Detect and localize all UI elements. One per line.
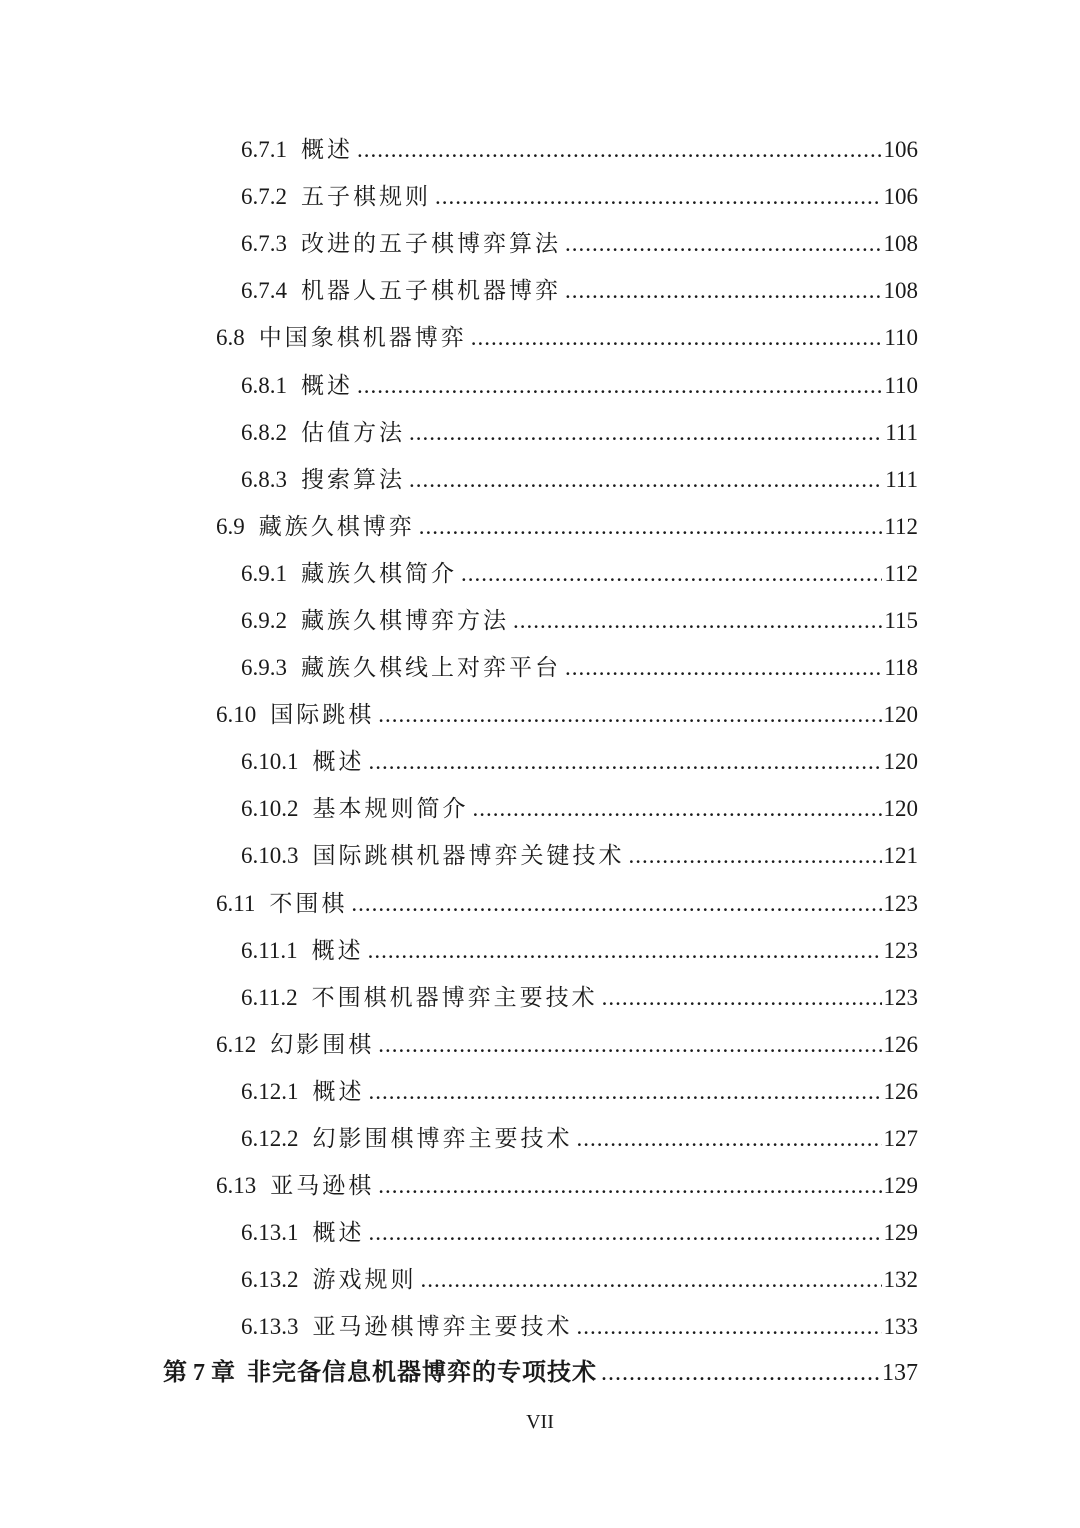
dot-leader xyxy=(435,173,882,220)
section-number: 6.8.3 xyxy=(241,466,287,492)
section-title: 亚马逊棋 xyxy=(270,1173,375,1199)
section-title: 藏族久棋线上对弈平台 xyxy=(301,655,561,681)
section-number: 6.8.1 xyxy=(241,372,287,398)
dot-leader xyxy=(378,691,881,738)
section-title: 幻影围棋 xyxy=(270,1031,375,1057)
page-number: 123 xyxy=(883,890,918,916)
dot-leader xyxy=(577,1115,882,1162)
page-number: 108 xyxy=(883,231,918,257)
dot-leader xyxy=(565,220,882,267)
section-number: 6.10 xyxy=(216,702,257,728)
page-number: 120 xyxy=(883,702,918,728)
page-number: 137 xyxy=(882,1360,918,1387)
toc-entry[interactable] xyxy=(0,597,1080,644)
toc-entry[interactable] xyxy=(0,173,1080,220)
page-number: 120 xyxy=(883,796,918,822)
page-number: 112 xyxy=(884,560,918,586)
page-number: 106 xyxy=(883,137,918,163)
page-number: 133 xyxy=(883,1314,918,1340)
dot-leader xyxy=(351,880,881,927)
section-title: 概述 xyxy=(312,1220,365,1246)
section-number: 6.10.3 xyxy=(241,843,299,869)
section-number: 6.8.2 xyxy=(241,419,287,445)
section-title: 概述 xyxy=(312,749,365,775)
dot-leader xyxy=(368,927,882,974)
dot-leader xyxy=(513,597,882,644)
dot-leader xyxy=(565,644,882,691)
page-number: 126 xyxy=(883,1078,918,1104)
chapter-title: 非完备信息机器博弈的专项技术 xyxy=(247,1360,597,1387)
chapter-number: 第 7 章 xyxy=(163,1360,235,1387)
section-number: 6.9.3 xyxy=(241,655,287,681)
section-number: 6.13 xyxy=(216,1173,257,1199)
section-title: 机器人五子棋机器博弈 xyxy=(301,278,561,304)
toc-entry[interactable] xyxy=(0,1209,1080,1256)
toc-entry[interactable] xyxy=(0,267,1080,314)
page-number: 121 xyxy=(883,843,918,869)
dot-leader xyxy=(565,267,882,314)
section-number: 6.12.1 xyxy=(241,1078,299,1104)
section-number: 6.8 xyxy=(216,325,245,351)
section-title: 估值方法 xyxy=(301,419,405,445)
section-number: 6.7.3 xyxy=(241,231,287,257)
toc-entry[interactable] xyxy=(0,1115,1080,1162)
section-number: 6.7.2 xyxy=(241,184,287,210)
dot-leader xyxy=(369,1068,882,1115)
page-number: 120 xyxy=(883,749,918,775)
toc-entry[interactable] xyxy=(0,550,1080,597)
section-title: 改进的五子棋博弈算法 xyxy=(301,231,561,257)
page-number: 110 xyxy=(884,372,918,398)
page-number: 111 xyxy=(885,419,918,445)
page-number: 129 xyxy=(883,1220,918,1246)
page-number: 126 xyxy=(883,1031,918,1057)
dot-leader xyxy=(357,126,882,173)
section-number: 6.9 xyxy=(216,513,245,539)
dot-leader xyxy=(378,1162,881,1209)
dot-leader xyxy=(473,785,882,832)
page-number: 132 xyxy=(883,1267,918,1293)
section-title: 五子棋规则 xyxy=(301,184,431,210)
toc-chapter-entry[interactable] xyxy=(0,1350,1080,1397)
section-title: 藏族久棋简介 xyxy=(301,560,457,586)
page-number: 129 xyxy=(883,1173,918,1199)
section-number: 6.9.1 xyxy=(241,560,287,586)
toc-entry[interactable] xyxy=(0,1068,1080,1115)
section-title: 不围棋机器博弈主要技术 xyxy=(311,984,598,1010)
toc-entry[interactable] xyxy=(0,456,1080,503)
section-number: 6.12 xyxy=(216,1031,257,1057)
dot-leader xyxy=(378,1021,881,1068)
section-title: 不围棋 xyxy=(269,890,348,916)
section-number: 6.12.2 xyxy=(241,1126,299,1152)
dot-leader xyxy=(369,1209,882,1256)
toc-entry[interactable] xyxy=(0,738,1080,785)
toc-entry[interactable] xyxy=(0,1162,1080,1209)
page-footer-number: VII xyxy=(526,1411,554,1433)
page-number: 111 xyxy=(885,466,918,492)
page-number: 127 xyxy=(883,1126,918,1152)
section-title: 基本规则简介 xyxy=(312,796,469,822)
toc-entry[interactable] xyxy=(0,927,1080,974)
page-number: 108 xyxy=(883,278,918,304)
dot-leader xyxy=(471,314,883,361)
page-number: 115 xyxy=(884,607,918,633)
dot-leader xyxy=(601,1350,880,1397)
page-number: 123 xyxy=(883,937,918,963)
toc-entry[interactable] xyxy=(0,1021,1080,1068)
dot-leader xyxy=(461,550,882,597)
section-title: 概述 xyxy=(301,137,353,163)
dot-leader xyxy=(369,738,882,785)
toc-entry[interactable] xyxy=(0,126,1080,173)
section-title: 概述 xyxy=(301,372,353,398)
section-title: 搜索算法 xyxy=(301,466,405,492)
section-number: 6.11 xyxy=(216,890,256,916)
page-number: 118 xyxy=(884,655,918,681)
dot-leader xyxy=(357,362,882,409)
toc-entry[interactable] xyxy=(0,1256,1080,1303)
dot-leader xyxy=(602,974,882,1021)
toc-entry[interactable] xyxy=(0,503,1080,550)
section-title: 国际跳棋 xyxy=(270,702,375,728)
section-number: 6.10.1 xyxy=(241,749,299,775)
dot-leader xyxy=(409,456,883,503)
page-number: 123 xyxy=(883,984,918,1010)
section-title: 中国象棋机器博弈 xyxy=(258,325,467,351)
toc-entry[interactable] xyxy=(0,785,1080,832)
section-number: 6.10.2 xyxy=(241,796,299,822)
table-of-contents xyxy=(0,126,1080,1398)
page-number: 112 xyxy=(884,513,918,539)
toc-entry[interactable] xyxy=(0,361,1080,408)
page-number: 106 xyxy=(883,184,918,210)
section-number: 6.13.2 xyxy=(241,1267,299,1293)
toc-entry[interactable] xyxy=(0,314,1080,361)
section-title: 国际跳棋机器博弈关键技术 xyxy=(312,843,625,869)
section-title: 藏族久棋博弈方法 xyxy=(301,607,509,633)
section-number: 6.13.3 xyxy=(241,1314,299,1340)
toc-entry[interactable] xyxy=(0,880,1080,927)
section-number: 6.7.1 xyxy=(241,137,287,163)
section-number: 6.11.1 xyxy=(241,937,298,963)
dot-leader xyxy=(629,832,882,879)
section-number: 6.11.2 xyxy=(241,984,298,1010)
toc-entry[interactable] xyxy=(0,220,1080,267)
section-number: 6.9.2 xyxy=(241,607,287,633)
dot-leader xyxy=(577,1303,882,1350)
section-title: 藏族久棋博弈 xyxy=(258,513,415,539)
toc-entry[interactable] xyxy=(0,832,1080,879)
page-number: 110 xyxy=(884,325,918,351)
toc-entry[interactable] xyxy=(0,409,1080,456)
toc-entry[interactable] xyxy=(0,1303,1080,1350)
section-title: 概述 xyxy=(311,937,364,963)
section-title: 游戏规则 xyxy=(312,1267,417,1293)
section-title: 亚马逊棋博弈主要技术 xyxy=(312,1314,573,1340)
toc-entry[interactable] xyxy=(0,691,1080,738)
section-number: 6.13.1 xyxy=(241,1220,299,1246)
section-number: 6.7.4 xyxy=(241,278,287,304)
toc-entry[interactable] xyxy=(0,644,1080,691)
section-title: 幻影围棋博弈主要技术 xyxy=(312,1126,573,1152)
dot-leader xyxy=(409,409,883,456)
section-title: 概述 xyxy=(312,1078,365,1104)
dot-leader xyxy=(421,1256,882,1303)
toc-entry[interactable] xyxy=(0,974,1080,1021)
dot-leader xyxy=(419,503,883,550)
